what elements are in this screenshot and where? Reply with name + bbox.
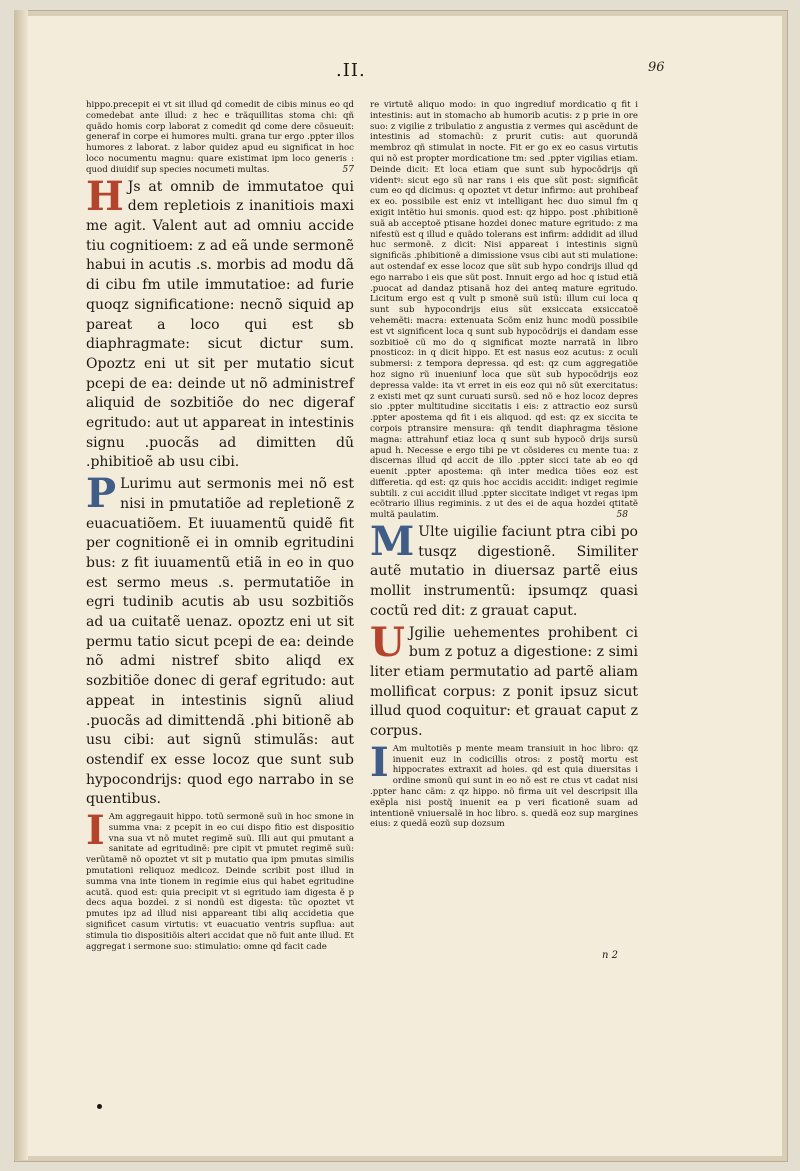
commentary-paragraph	[370, 100, 638, 521]
aphorism-section	[86, 172, 354, 474]
decorated-initial: I	[370, 738, 389, 786]
aphorism-section	[370, 518, 638, 622]
section-number: 57	[342, 164, 354, 175]
commentary-text: Am multotiẽs p mente meam transiuit in hoc libro: qz inuenit euz in codicillis otros: z postq̃ mortu est hippocrates extraxit ad hoies. qd est quia diuersitas i ordine smonũ qui sunt in eo nõ est re ctus vt cadat nisi .ppter hanc cãm: z qz hippo. nõ firma uit vel descripsit illa exẽpla nisi postq̃ inuenit ea p veri ficationẽ suam ad intentionẽ vniuersalẽ in hoc libro. s. quedã eoz sup margines eius: z quedã eozũ sup dozsum	[370, 743, 638, 830]
commentary-text: Am aggregauit hippo. totũ sermonẽ suũ in hoc smone in summa vna: z pcepit in eo cui dispo fitio est dispositio vna sua vt nõ mutet regimẽ suũ. Illi aut qui pmutant a sanitate ad egritudinẽ: pre cipit vt pmutet regimẽ suũ: verũtamẽ nõ opoztet vt sit p mutatio qua ipm pmutas similis pmutationi reliquoz medicoz. Deinde scribit post illud in summa vna inte tionem in regimie eius qui habet egritudine acutã. quod est: quia precipit vt si egritudo iam digesta ẽ p decs aqua bozdei. z si nondũ est digesta: tũc opoztet vt pmutes ipz ad illud nisi appareant tibi aliq accidetia que significet casum virtutis: vt euacuatio ventris supflua: aut stimula tio dispositiõis alteri accidat que nõ fuit ante illud. Et aggregat i sermone suo: stimulatio: omne qd facit cade	[86, 812, 354, 952]
left-column	[86, 100, 354, 952]
right-column	[370, 100, 638, 830]
commentary-section	[370, 738, 638, 830]
aphorism-text: Jgilie uehementes prohibent ci bum z potuz a digestione: z simi liter etiam permutatio ad partẽ aliam mollificat corpus: z ponit ipsuz sicut illud quod coquitur: et grauat caput z corpus.	[370, 624, 638, 740]
commentary-text: re virtutẽ aliquo modo: in quo ingrediuf mordicatio q fit i intestinis: aut in stomacho ab humorib acutis: z p prie in ore suo: z vigilie z tribulatio z angustia z vermes qui ascẽdunt de intestinis ad stomachũ: z prurit cutis: aut quorundã membroz qñ stimulat in nocte. Fit er go ex eo casus virtutis qui nõ est propter mordicatione tm: sed .ppter vigilias etiam. Deinde dicit: Et loca etiam que sunt sub hypocõdrijs qñ videntꝰ: sicut ego sũ nar rans i eis que sũt post: significãt cum eo qd dicimus: q opoztet vt detur infirmo: aut prohibeaf ex eo. possibile est eniz vt intelligant hec duo simul fm q exigit intẽtio hui smonis. quod est: qz hippo. post .phibitionẽ suã ab acceptoẽ ptisane hozdei donec mature egritudo: z ma nifestũ est q illud e quãdo tolerans est infirm: addidit ad illud huc sermonẽ. z dicit: Nisi appareat i intestinis signũ significãs .phibitionẽ a dimissione vsus cibi aut sti mulatione: aut ostendaf ex esse locoz que sũt sub hypo condrijs illud qd ego narrabo i eis que sũt post. Innuit ergo ad hoc q istud etiã .puocat ad dandaz ptisanã hoz dei anteq mature egritudo. Licitum ergo est q vult p smonẽ suũ istũ: illum cui loca q sunt sub hypocondrijs eius sũt exsiccata exsiccatoẽ vehemẽti: macra: extenuata Scõm eniz hunc modũ possibile est vt significent loca q sunt sub hypocõdrijs ei dandam esse sozbitioẽ cũ mo do q significat mozte narratã in libro pnosticoz: in q dicit hippo. Et est nasus eoz acutus: z oculi submersi: z tempora depressa. qd est: qz cum aggregatiõe hoz signo rũ inueniunf loca que sũt sub hypocõdrijs eoz depressa valde: ita vt erret in eis eoz qui nõ sũt exercitatus: z existi met qz sunt curuati sursũ. sed nõ e hoz locoz depres sio .ppter multitudine siccitatis i eis: z attractio eoz sursũ .ppter apostema qd fit i eis aliquod. qd est: qz ex siccita te corpois ptransire mensura: qñ tendit diaphragma tẽsione magna: attrahunf etiaz loca q sunt sub hypocõ drijs sursũ apud h. Necesse e ergo tibi pe vt cõsideres cu mente tua: z discernas illud qd accit de illo .ppter sicci tate ab eo qd euenit .ppter apostema: qñ inter medica tiões eoz est differetia. qd est: qz quis hoc accidis accidit: indiget regimie subtili. z cui accidit illud .ppter siccitate indiget vt regas ipm ecõtrario illius regiminis. z ut des ei de aqua hozdei qtitatẽ multã paulatim.	[370, 100, 638, 521]
aphorism-text: Js at omnib de immutatoe qui dem repletiois z inanitiois maxi me agit. Valent aut ad omniu accide tiu cognitioem: z ad eã unde sermonẽ habui in acutis .s. morbis ad modu dã di cibu fm utile immutatioe: ad furie quoqz significatione: necnõ siquid ap pareat a loco qui est sb diaphragmate: sicut dictur sum. Opoztz eni ut sit per mutatio sicut pcepi de ea: deinde ut nõ administref aliquid de sozbitiõe do nec digeraf egritudo: aut ut appareat in intestinis signu .puocãs ad dimitten dũ .phibitioẽ ab usu cibi.	[86, 178, 354, 471]
ink-dot	[97, 1104, 102, 1109]
decorated-initial: M	[370, 518, 415, 566]
binding-gutter	[14, 10, 28, 1160]
decorated-initial: I	[86, 807, 105, 855]
section-number: 58	[616, 510, 628, 521]
decorated-initial: P	[86, 470, 117, 518]
aphorism-text: Ulte uigilie faciunt ptra cibi po tusqz digestionẽ. Similiter autẽ mutatio in diuersaz partẽ eius mollit instrumentũ: ipsumqz quasi coctũ red dit: z grauat caput.	[370, 524, 638, 619]
aphorism-section	[86, 470, 354, 810]
aphorism-text: Lurimu aut sermonis mei nõ est nisi in pmutatiõe ad repletionẽ z euacuatiõem. Et iuuamentũ quidẽ fit per cognitionẽ ei in omnib egritudini bus: z fit iuuamentũ etiã in eo in quo est sermo meus .s. permutatiõe in egri tudinib acutis ab usu sozbitiõs ad ua cuitatẽ uenaz. opoztz eni ut sit permu tatio sicut pcepi de ea: deinde nõ admi nistref sbito aliqd ex sozbitiõe donec di geraf egritudo: aut appeat in intestinis signũ aliud .puocãs ad dimittendã .phi bitionẽ ab usu cibi: aut signũ stimulãs: aut ostendif ex esse locoz que sunt sub hypocondrijs: quod ego narrabo in se quentibus.	[86, 476, 354, 808]
commentary-text: hippo.precepit ei vt sit illud qd comedit de cibis minus eo qd comedebat ante illud: z hec e trãquillitas stoma chi: qñ quãdo homis corp laborat z comedit qd come dere cõsueuit: generaf in corpe ei humores multi. grana tur ergo .ppter illos humores z laborat. z labor quidez apud eu significat in hoc loco nocumentu magnu: quare existimat ipm loco generis : quod diuidif sup species nocumeti multas.	[86, 100, 354, 175]
folio-number: 96	[648, 60, 665, 75]
commentary-section	[86, 807, 354, 952]
signature-mark: n 2	[602, 950, 618, 961]
aphorism-section	[370, 618, 638, 742]
decorated-initial: H	[86, 172, 124, 220]
commentary-paragraph	[86, 100, 354, 176]
decorated-initial: U	[370, 618, 405, 666]
running-head: .II.	[336, 60, 366, 81]
